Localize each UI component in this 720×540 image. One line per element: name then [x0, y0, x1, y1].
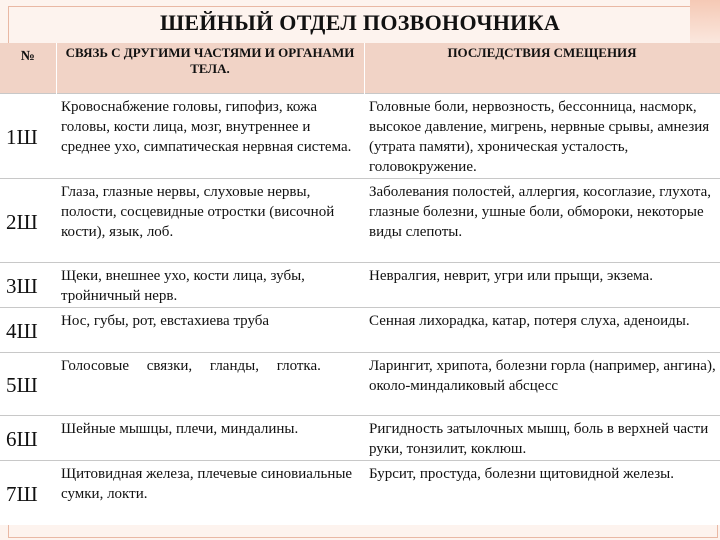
vertebra-number: 4Ш — [0, 308, 56, 353]
table-row — [0, 461, 720, 526]
vertebra-number: 2Ш — [0, 179, 56, 263]
table-row — [0, 308, 720, 353]
header-connection: СВЯЗЬ С ДРУГИМИ ЧАСТЯМИ И ОРГАНАМИ ТЕЛА. — [56, 43, 364, 94]
consequences-cell: Ларингит, хрипота, болезни горла (например, ангина), около-миндаликовый абсцесс — [364, 353, 720, 416]
table-row — [0, 263, 720, 308]
table-row — [0, 416, 720, 461]
consequences-cell: Сенная лихорадка, катар, потеря слуха, аденоиды. — [364, 308, 720, 353]
connection-cell: Щеки, внешнее ухо, кости лица, зубы, тройничный нерв. — [56, 263, 364, 308]
table-header-row — [0, 43, 720, 94]
connection-cell: Глаза, глазные нервы, слуховые нервы, полости, сосцевидные отростки (височной кости), язык, лоб. — [56, 179, 364, 263]
vertebra-number: 3Ш — [0, 263, 56, 308]
consequences-cell: Невралгия, неврит, угри или прыщи, экзема. — [364, 263, 720, 308]
consequences-cell: Заболевания полостей, аллергия, косоглазие, глухота, глазные болезни, ушные боли, обмороки, некоторые виды слепоты. — [364, 179, 720, 263]
vertebra-number: 1Ш — [0, 94, 56, 179]
connection-cell: Нос, губы, рот, евстахиева труба — [56, 308, 364, 353]
vertebra-number: 6Ш — [0, 416, 56, 461]
header-consequences: ПОСЛЕДСТВИЯ СМЕЩЕНИЯ — [364, 43, 720, 94]
connection-cell: Шейные мышцы, плечи, миндалины. — [56, 416, 364, 461]
consequences-cell: Ригидность затылочных мышц, боль в верхней части руки, тонзилит, коклюш. — [364, 416, 720, 461]
connection-cell: Щитовидная железа, плечевые синовиальные сумки, локти. — [56, 461, 364, 526]
connection-cell: Кровоснабжение головы, гипофиз, кожа головы, кости лица, мозг, внутреннее и среднее ухо, симпатическая нервная система. — [56, 94, 364, 179]
consequences-cell: Бурсит, простуда, болезни щитовидной железы. — [364, 461, 720, 526]
vertebra-number: 7Ш — [0, 461, 56, 526]
table-row — [0, 179, 720, 263]
slide-title: ШЕЙНЫЙ ОТДЕЛ ПОЗВОНОЧНИКА — [159, 10, 561, 35]
table-row — [0, 353, 720, 416]
header-number: № — [0, 43, 56, 94]
vertebra-number: 5Ш — [0, 353, 56, 416]
connection-cell: Голосовые связки, гланды, глотка. — [56, 353, 364, 416]
vertebrae-table — [0, 43, 720, 525]
table-row — [0, 94, 720, 179]
consequences-cell: Головные боли, нервозность, бессонница, насморк, высокое давление, мигрень, нервные срывы, амнезия (утрата памяти), хроническая усталость, головокружение. — [364, 94, 720, 179]
